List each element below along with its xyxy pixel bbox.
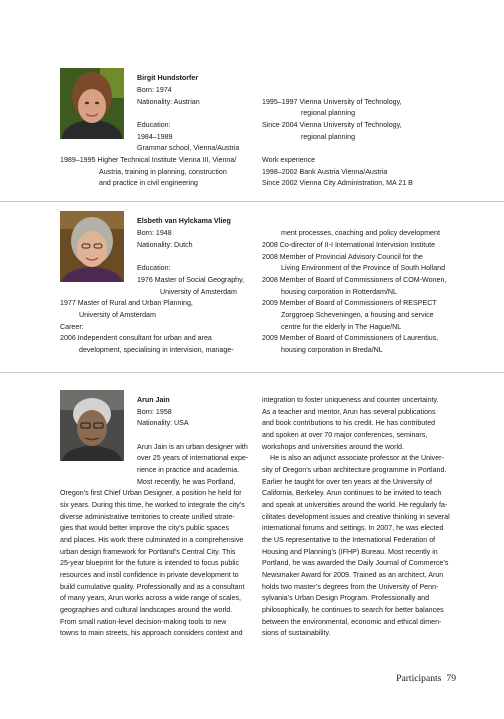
text-line: 1995–1997 Vienna University of Technology, (262, 98, 402, 106)
text-line: Born: 1974 (137, 86, 172, 94)
text-line: build cumulative quality. Professionally and as a consultant (60, 583, 245, 591)
text-line: University of Amsterdam (79, 311, 156, 319)
text-line: Since 2002 Vienna City Administration, MA 21 B (262, 179, 413, 187)
text-line: six years. During this time, he worked to integrate the city’s (60, 501, 245, 509)
participant-name: Birgit Hundstorfer (137, 74, 199, 82)
text-line: University of Amsterdam (160, 288, 237, 296)
text-line: international forums and settings. In 2007, he was elected (262, 524, 444, 532)
text-line: urban design framework for Portland’s Central City. This (60, 548, 236, 556)
text-line: cilitates development issues and creative thinking in several (262, 513, 450, 521)
text-line: 2008 Member of Board of Commissioners of COM-Wonen, (262, 276, 447, 284)
text-line: Since 2004 Vienna University of Technology, (262, 121, 402, 129)
text-line: Born: 1948 (137, 229, 172, 237)
text-line: 1984–1989 (137, 133, 173, 141)
portrait-photo-birgit (60, 68, 124, 139)
text-line: towns to main streets, his approach considers context and (60, 629, 243, 637)
text-line: Living Environment of the Province of South Holland (281, 264, 446, 272)
text-line: Earlier he taught for over ten years at the University of (262, 478, 432, 486)
text-line: Career: (60, 323, 84, 331)
participant-name: Elsbeth van Hylckama Vlieg (137, 217, 231, 225)
text-line: and places. His work there culminated in a comprehensive (60, 536, 244, 544)
text-line: development, specialising in intervision, manage- (79, 346, 234, 354)
text-line: Nationality: USA (137, 419, 189, 427)
text-line: between the environmental, economic and ethical dimen- (262, 618, 442, 626)
text-line: 2009 Member of Board of Commissioners of Laurentius, (262, 334, 439, 342)
text-line: 1989–1995 Higher Technical Institute Vienna III, Vienna/ (60, 156, 237, 164)
text-line: ment processes, coaching and policy development (281, 229, 440, 237)
text-line: Work experience (262, 156, 316, 164)
page-footer (396, 673, 456, 685)
text-line: rience in practice and academia. (137, 466, 240, 474)
section-divider (0, 372, 504, 373)
text-line: Austria, training in planning, construction (99, 168, 227, 176)
text-line: sions of sustainability. (262, 629, 331, 637)
text-line: Nationality: Dutch (137, 241, 193, 249)
text-line: From small nation-level decision-making tools to new (60, 618, 227, 626)
text-line: and speak at universities around the world. He regularly fa- (262, 501, 448, 509)
text-line: Oregon’s first Chief Urban Designer, a position he held for (60, 489, 242, 497)
text-line: Nationality: Austrian (137, 98, 200, 106)
text-line: and spoken at over 70 major conferences, seminars, (262, 431, 428, 439)
text-line: Education: (137, 264, 171, 272)
text-line: sylvania’s Urban Design Program. Professionally and (262, 594, 430, 602)
text-line: resources and instil confidence in private development to (60, 571, 239, 579)
text-line: 2008 Co-director of II-I International Intervision Institute (262, 241, 436, 249)
text-line: He is also an adjunct associate professor at the Univer- (270, 454, 444, 462)
text-line: philosophically, he continues to search for better balances (262, 606, 444, 614)
text-line: gies that would better improve the city’s public spaces (60, 524, 230, 532)
text-line: Newsmaker Award for 2009. Trained as an architect, Arun (262, 571, 444, 579)
section-title: Participants (396, 673, 442, 684)
text-line: of many years, Arun works across a wide range of scales, (60, 594, 241, 602)
text-line: 1998–2002 Bank Austria Vienna/Austria (262, 168, 388, 176)
text-line: 2008 Member of Provincial Advisory Council for the (262, 253, 423, 261)
text-line: regional planning (301, 109, 356, 117)
text-line: 2009 Member of Board of Commissioners of RESPECT (262, 299, 437, 307)
text-line: centre for the elderly in The Hague/NL (281, 323, 402, 331)
text-line: the US representative to the International Federation of (262, 536, 436, 544)
participant-name: Arun Jain (137, 396, 170, 404)
text-line: Born: 1958 (137, 408, 172, 416)
text-line: workshops and universities around the world. (262, 443, 404, 451)
text-line: Zorggroep Scheveningen, a housing and service (281, 311, 434, 319)
text-line: Portland, he was awarded the Daily Journal of Commerce’s (262, 559, 449, 567)
text-line: 1976 Master of Social Geography, (137, 276, 245, 284)
portrait-photo-elsbeth (60, 211, 124, 282)
section-divider (0, 201, 504, 202)
text-line: Most recently, he was Portland, (137, 478, 236, 486)
text-line: California, Berkeley. Arun continues to be invited to teach (262, 489, 442, 497)
text-line: sity of Oregon’s urban architecture programme in Portland. (262, 466, 447, 474)
text-line: over 25 years of international expe- (137, 454, 249, 462)
text-line: housing corporation in Breda/NL (281, 346, 383, 354)
text-line: Grammar school, Vienna/Austria (137, 144, 240, 152)
text-line: Education: (137, 121, 171, 129)
text-line: housing corporation in Rotterdam/NL (281, 288, 397, 296)
text-line: and practice in civil engineering (99, 179, 198, 187)
text-line: Housing and Planning’s (IFHP) Bureau. Most recently in (262, 548, 438, 556)
portrait-photo-arun (60, 390, 124, 461)
text-line: regional planning (301, 133, 356, 141)
text-line: integration to foster uniqueness and counter uncertainty. (262, 396, 439, 404)
text-line: 1977 Master of Rural and Urban Planning, (60, 299, 193, 307)
text-line: diverse administrative territories to create unified strate- (60, 513, 235, 521)
text-line: 2006 Independent consultant for urban and area (60, 334, 212, 342)
text-line: As a teacher and mentor, Arun has several publications (262, 408, 436, 416)
text-line: Arun Jain is an urban designer with (137, 443, 248, 451)
page-number: 79 (446, 673, 456, 684)
text-line: and book contributions to his credit. He has contributed (262, 419, 436, 427)
text-line: geographies and cultural landscapes around the world. (60, 606, 233, 614)
text-line: holds two master’s degrees from the University of Penn- (262, 583, 439, 591)
text-line: 25-year blueprint for the future is intended to focus public (60, 559, 240, 567)
